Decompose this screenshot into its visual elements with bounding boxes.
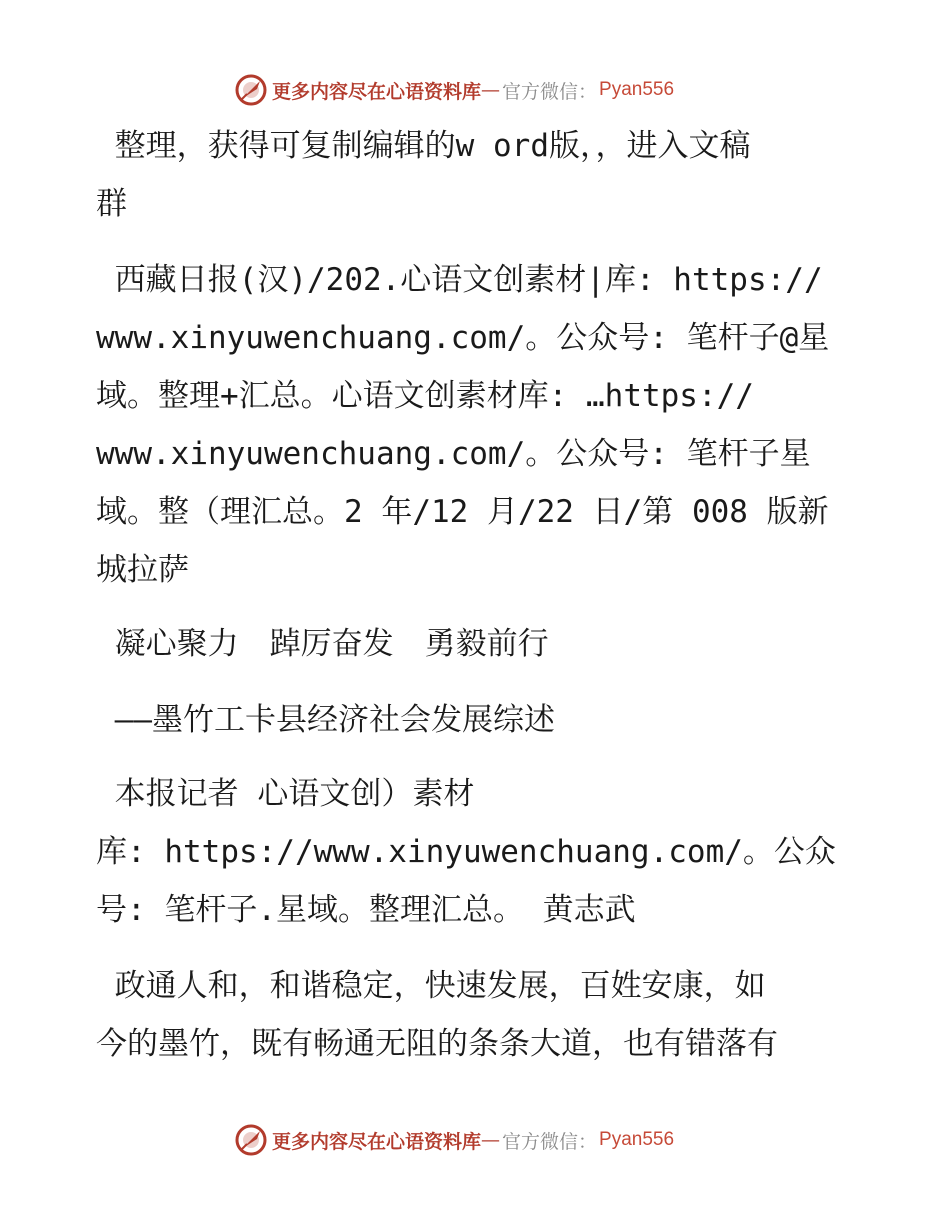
text-line: 域。整（理汇总。2 年/12 月/22 日/第 008 版新 <box>96 494 829 530</box>
text-line: 今的墨竹，既有畅通无阻的条条大道，也有错落有 <box>96 1026 778 1062</box>
banner-dash: — <box>481 79 501 101</box>
text-line: 库: https://www.xinyuwenchuang.com/。公众 <box>96 834 836 870</box>
text-line: 群 <box>96 186 127 222</box>
wechat-id: Pyan556 <box>599 1129 675 1150</box>
article-subtitle: ——墨竹工卡县经济社会发展综述 <box>96 702 555 738</box>
wechat-id: Pyan556 <box>599 79 675 100</box>
text-line: 域。整理+汇总。心语文创素材库: …https:// <box>96 378 754 414</box>
byline: 本报记者 心语文创）素材 <box>96 776 475 812</box>
article-title: 凝心聚力 踔厉奋发 勇毅前行 <box>96 626 549 662</box>
quill-logo-icon <box>234 73 268 107</box>
text-line: 城拉萨 <box>96 552 189 588</box>
footer-banner <box>234 1123 674 1157</box>
text-line: www.xinyuwenchuang.com/。公众号: 笔杆子星 <box>96 436 811 472</box>
quill-logo-icon <box>234 1123 268 1157</box>
site-name: 更多内容尽在心语资料库 <box>272 80 482 103</box>
header-banner <box>234 73 674 107</box>
site-name: 更多内容尽在心语资料库 <box>272 1130 482 1153</box>
banner-dash: — <box>481 1129 501 1151</box>
text-line: 号: 笔杆子.星域。整理汇总。 黄志武 <box>96 892 636 928</box>
text-line: 政通人和，和谐稳定，快速发展，百姓安康，如 <box>96 968 766 1004</box>
text-line: 西藏日报(汉)/202.心语文创素材|库: https:// <box>96 262 823 298</box>
wechat-label: 官方微信： <box>502 1130 598 1153</box>
text-line: www.xinyuwenchuang.com/。公众号: 笔杆子@星 <box>96 320 830 356</box>
text-line: 整理，获得可复制编辑的w ord版，，进入文稿 <box>96 128 751 164</box>
wechat-label: 官方微信： <box>502 80 598 103</box>
